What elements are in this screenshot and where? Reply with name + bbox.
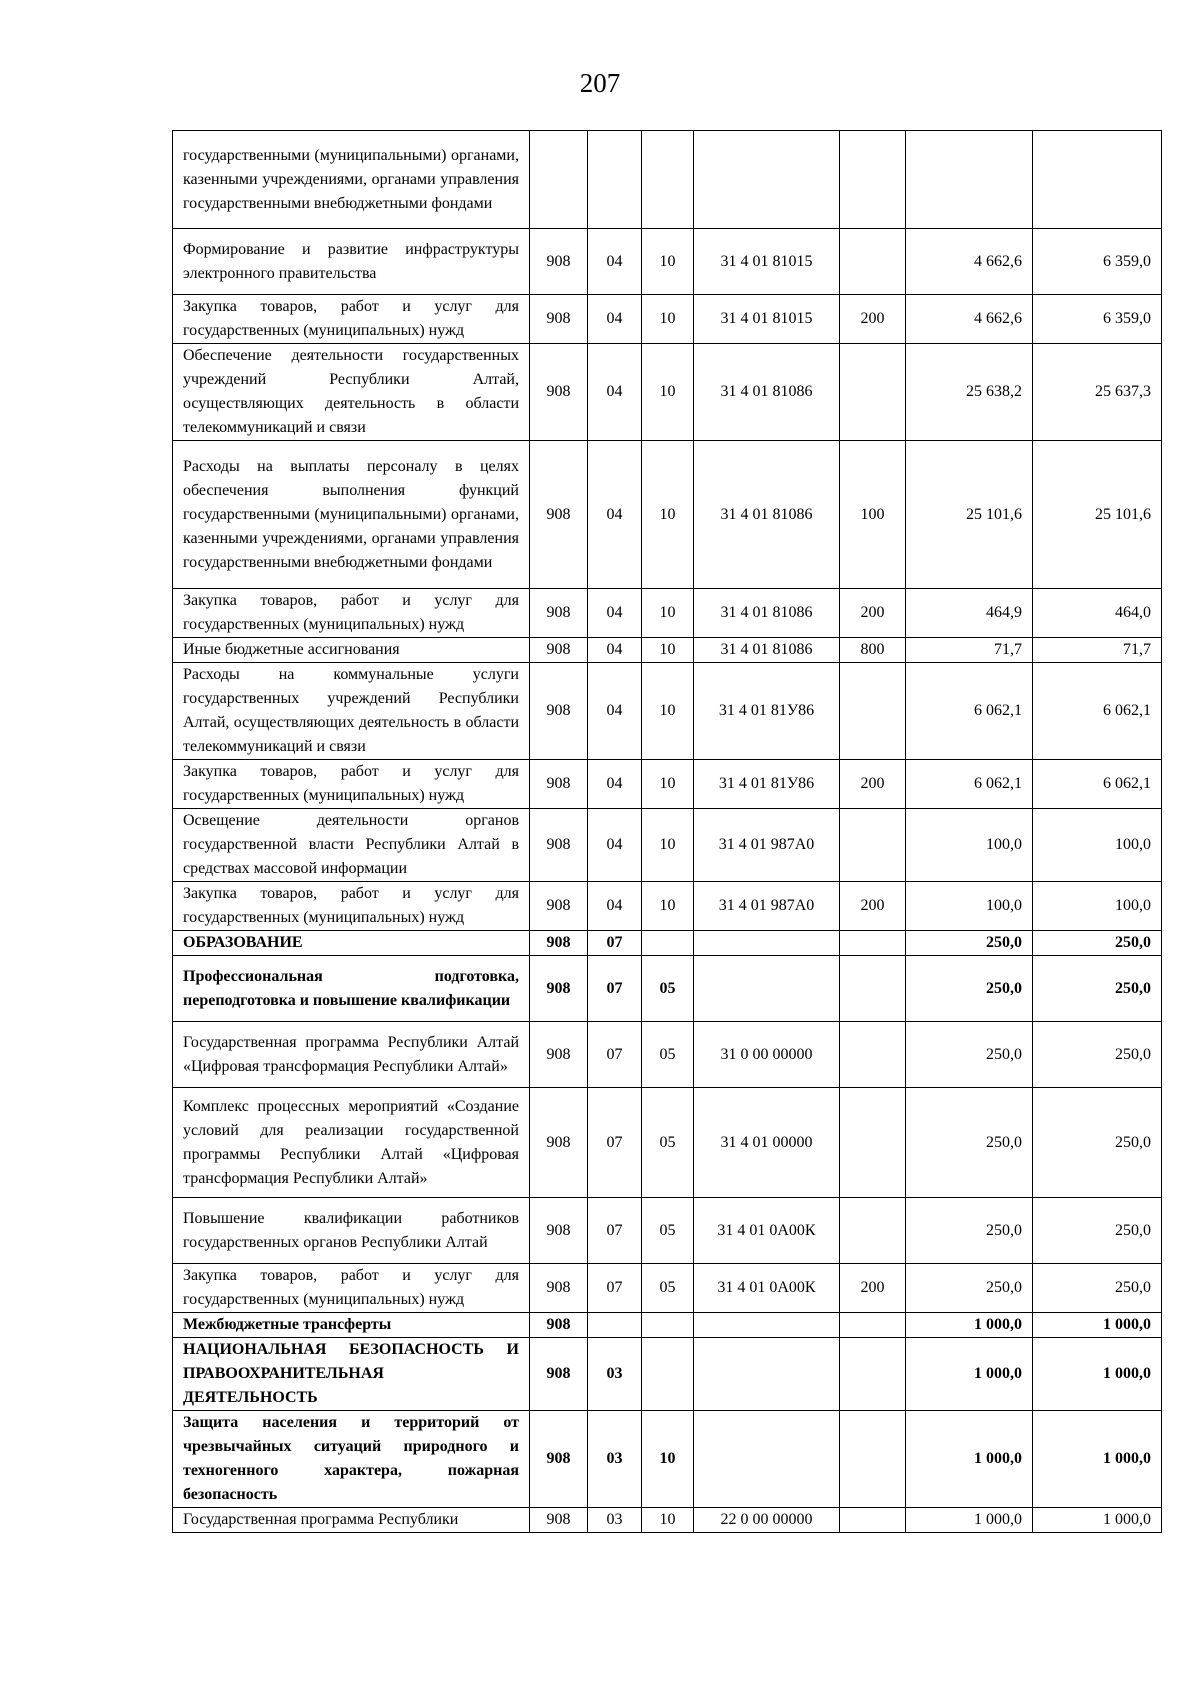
grbs-code-cell: [530, 131, 588, 229]
grbs-code-cell: 908: [530, 1022, 588, 1088]
target-article-cell: 31 4 01 81015: [694, 229, 840, 295]
grbs-code-cell: 908: [530, 1508, 588, 1533]
table-row: [173, 931, 1162, 956]
table-row: [173, 441, 1162, 589]
amount-year1-cell: 25 101,6: [906, 441, 1033, 589]
amount-year2-cell: 25 637,3: [1033, 344, 1162, 441]
amount-year2-cell: 100,0: [1033, 882, 1162, 931]
expense-type-cell: [840, 1508, 906, 1533]
amount-year1-cell: 250,0: [906, 956, 1033, 1022]
section-code-cell: 07: [588, 1198, 642, 1264]
target-article-cell: [694, 931, 840, 956]
table-row: [173, 344, 1162, 441]
grbs-code-cell: 908: [530, 882, 588, 931]
amount-year1-cell: 6 062,1: [906, 663, 1033, 760]
grbs-code-cell: 908: [530, 229, 588, 295]
subsection-code-cell: 05: [642, 1264, 694, 1313]
page-number: 207: [579, 68, 621, 98]
target-article-cell: 31 4 01 81015: [694, 295, 840, 344]
grbs-code-cell: 908: [530, 1411, 588, 1508]
row-name-cell: ОБРАЗОВАНИЕ: [173, 931, 530, 956]
expense-type-cell: 200: [840, 760, 906, 809]
subsection-code-cell: 10: [642, 1508, 694, 1533]
row-name-cell: Межбюджетные трансферты: [173, 1313, 530, 1338]
amount-year1-cell: 1 000,0: [906, 1411, 1033, 1508]
table-row: [173, 1088, 1162, 1198]
table-row: [173, 589, 1162, 638]
subsection-code-cell: [642, 1313, 694, 1338]
amount-year2-cell: 250,0: [1033, 1088, 1162, 1198]
section-code-cell: 04: [588, 638, 642, 663]
section-code-cell: 04: [588, 441, 642, 589]
row-name-cell: Закупка товаров, работ и услуг для государственных (муниципальных) нужд: [173, 882, 530, 931]
amount-year1-cell: [906, 131, 1033, 229]
expense-type-cell: 200: [840, 1264, 906, 1313]
amount-year2-cell: 1 000,0: [1033, 1508, 1162, 1533]
row-name-cell: Профессиональная подготовка, переподготовка и повышение квалификации: [173, 956, 530, 1022]
section-code-cell: 07: [588, 931, 642, 956]
expense-type-cell: [840, 1338, 906, 1411]
expense-type-cell: [840, 1022, 906, 1088]
section-code-cell: 07: [588, 1264, 642, 1313]
grbs-code-cell: 908: [530, 1088, 588, 1198]
section-code-cell: 03: [588, 1508, 642, 1533]
target-article-cell: 31 4 01 987А0: [694, 809, 840, 882]
expense-type-cell: [840, 1313, 906, 1338]
target-article-cell: 31 4 01 81У86: [694, 760, 840, 809]
subsection-code-cell: 10: [642, 589, 694, 638]
grbs-code-cell: 908: [530, 1338, 588, 1411]
table-row: [173, 295, 1162, 344]
table-row: [173, 131, 1162, 229]
section-code-cell: 04: [588, 295, 642, 344]
amount-year2-cell: 250,0: [1033, 931, 1162, 956]
section-code-cell: 04: [588, 344, 642, 441]
row-name-cell: Комплекс процессных мероприятий «Создание условий для реализации государственной программы Республики Алтай «Цифровая трансформация Республики Алтай»: [173, 1088, 530, 1198]
section-code-cell: 03: [588, 1338, 642, 1411]
table-body: [173, 131, 1162, 1533]
expense-type-cell: [840, 956, 906, 1022]
amount-year1-cell: 250,0: [906, 1264, 1033, 1313]
expense-type-cell: [840, 131, 906, 229]
subsection-code-cell: 05: [642, 956, 694, 1022]
expense-type-cell: 200: [840, 882, 906, 931]
subsection-code-cell: 05: [642, 1088, 694, 1198]
subsection-code-cell: 05: [642, 1022, 694, 1088]
amount-year1-cell: 100,0: [906, 809, 1033, 882]
amount-year1-cell: 100,0: [906, 882, 1033, 931]
subsection-code-cell: 10: [642, 809, 694, 882]
amount-year2-cell: 1 000,0: [1033, 1313, 1162, 1338]
expense-type-cell: [840, 809, 906, 882]
expense-type-cell: [840, 663, 906, 760]
amount-year1-cell: 250,0: [906, 1198, 1033, 1264]
grbs-code-cell: 908: [530, 441, 588, 589]
table-row: [173, 229, 1162, 295]
amount-year1-cell: 1 000,0: [906, 1508, 1033, 1533]
target-article-cell: 31 4 01 00000: [694, 1088, 840, 1198]
subsection-code-cell: 10: [642, 638, 694, 663]
amount-year2-cell: 100,0: [1033, 809, 1162, 882]
table-row: [173, 663, 1162, 760]
subsection-code-cell: 10: [642, 344, 694, 441]
grbs-code-cell: 908: [530, 295, 588, 344]
amount-year1-cell: 71,7: [906, 638, 1033, 663]
subsection-code-cell: 10: [642, 663, 694, 760]
table-row: [173, 1264, 1162, 1313]
expense-type-cell: 800: [840, 638, 906, 663]
table-row: [173, 1313, 1162, 1338]
section-code-cell: 04: [588, 760, 642, 809]
section-code-cell: [588, 1313, 642, 1338]
row-name-cell: Расходы на коммунальные услуги государственных учреждений Республики Алтай, осуществляющих деятельность в области телекоммуникаций и связи: [173, 663, 530, 760]
subsection-code-cell: [642, 131, 694, 229]
row-name-cell: Государственная программа Республики: [173, 1508, 530, 1533]
amount-year1-cell: 6 062,1: [906, 760, 1033, 809]
amount-year2-cell: 6 062,1: [1033, 760, 1162, 809]
subsection-code-cell: 10: [642, 1411, 694, 1508]
row-name-cell: Закупка товаров, работ и услуг для государственных (муниципальных) нужд: [173, 1264, 530, 1313]
amount-year2-cell: 6 359,0: [1033, 295, 1162, 344]
subsection-code-cell: [642, 1338, 694, 1411]
grbs-code-cell: 908: [530, 1264, 588, 1313]
expense-type-cell: [840, 1198, 906, 1264]
amount-year2-cell: 6 359,0: [1033, 229, 1162, 295]
target-article-cell: 31 4 01 81086: [694, 638, 840, 663]
amount-year2-cell: 6 062,1: [1033, 663, 1162, 760]
grbs-code-cell: 908: [530, 760, 588, 809]
target-article-cell: 22 0 00 00000: [694, 1508, 840, 1533]
expense-type-cell: [840, 931, 906, 956]
expense-type-cell: 200: [840, 295, 906, 344]
target-article-cell: 31 4 01 81086: [694, 344, 840, 441]
table-row: [173, 956, 1162, 1022]
amount-year1-cell: 25 638,2: [906, 344, 1033, 441]
table-row: [173, 638, 1162, 663]
grbs-code-cell: 908: [530, 956, 588, 1022]
table-row: [173, 760, 1162, 809]
subsection-code-cell: [642, 931, 694, 956]
row-name-cell: Иные бюджетные ассигнования: [173, 638, 530, 663]
amount-year2-cell: 250,0: [1033, 1022, 1162, 1088]
subsection-code-cell: 10: [642, 229, 694, 295]
target-article-cell: 31 4 01 81У86: [694, 663, 840, 760]
amount-year2-cell: [1033, 131, 1162, 229]
amount-year1-cell: 250,0: [906, 1022, 1033, 1088]
expense-type-cell: [840, 1411, 906, 1508]
row-name-cell: Закупка товаров, работ и услуг для государственных (муниципальных) нужд: [173, 589, 530, 638]
expense-type-cell: [840, 229, 906, 295]
amount-year1-cell: 1 000,0: [906, 1338, 1033, 1411]
target-article-cell: [694, 1338, 840, 1411]
section-code-cell: 04: [588, 663, 642, 760]
grbs-code-cell: 908: [530, 638, 588, 663]
grbs-code-cell: 908: [530, 1313, 588, 1338]
row-name-cell: Обеспечение деятельности государственных учреждений Республики Алтай, осуществляющих деятельность в области телекоммуникаций и связи: [173, 344, 530, 441]
table-row: [173, 1338, 1162, 1411]
expense-type-cell: 200: [840, 589, 906, 638]
amount-year1-cell: 4 662,6: [906, 229, 1033, 295]
amount-year2-cell: 1 000,0: [1033, 1411, 1162, 1508]
row-name-cell: Освещение деятельности органов государственной власти Республики Алтай в средствах массовой информации: [173, 809, 530, 882]
section-code-cell: 04: [588, 882, 642, 931]
section-code-cell: 04: [588, 589, 642, 638]
section-code-cell: 07: [588, 956, 642, 1022]
amount-year2-cell: 1 000,0: [1033, 1338, 1162, 1411]
amount-year1-cell: 250,0: [906, 931, 1033, 956]
subsection-code-cell: 10: [642, 441, 694, 589]
target-article-cell: 31 4 01 987А0: [694, 882, 840, 931]
grbs-code-cell: 908: [530, 663, 588, 760]
section-code-cell: 04: [588, 809, 642, 882]
amount-year1-cell: 250,0: [906, 1088, 1033, 1198]
target-article-cell: 31 4 01 81086: [694, 589, 840, 638]
row-name-cell: Повышение квалификации работников государственных органов Республики Алтай: [173, 1198, 530, 1264]
target-article-cell: 31 4 01 81086: [694, 441, 840, 589]
amount-year2-cell: 25 101,6: [1033, 441, 1162, 589]
table-row: [173, 882, 1162, 931]
section-code-cell: 07: [588, 1088, 642, 1198]
amount-year1-cell: 4 662,6: [906, 295, 1033, 344]
target-article-cell: [694, 1411, 840, 1508]
row-name-cell: НАЦИОНАЛЬНАЯ БЕЗОПАСНОСТЬ И ПРАВООХРАНИТЕЛЬНАЯ ДЕЯТЕЛЬНОСТЬ: [173, 1338, 530, 1411]
amount-year2-cell: 250,0: [1033, 956, 1162, 1022]
section-code-cell: [588, 131, 642, 229]
row-name-cell: Защита населения и территорий от чрезвычайных ситуаций природного и техногенного характера, пожарная безопасность: [173, 1411, 530, 1508]
row-name-cell: государственными (муниципальными) органами, казенными учреждениями, органами управления государственными внебюджетными фондами: [173, 131, 530, 229]
expense-type-cell: [840, 1088, 906, 1198]
amount-year1-cell: 1 000,0: [906, 1313, 1033, 1338]
row-name-cell: Государственная программа Республики Алтай «Цифровая трансформация Республики Алтай»: [173, 1022, 530, 1088]
amount-year1-cell: 464,9: [906, 589, 1033, 638]
table-row: [173, 1022, 1162, 1088]
table-row: [173, 1411, 1162, 1508]
row-name-cell: Закупка товаров, работ и услуг для государственных (муниципальных) нужд: [173, 295, 530, 344]
target-article-cell: 31 4 01 0А00К: [694, 1264, 840, 1313]
subsection-code-cell: 05: [642, 1198, 694, 1264]
row-name-cell: Формирование и развитие инфраструктуры электронного правительства: [173, 229, 530, 295]
table-row: [173, 1508, 1162, 1533]
subsection-code-cell: 10: [642, 882, 694, 931]
target-article-cell: [694, 956, 840, 1022]
grbs-code-cell: 908: [530, 931, 588, 956]
section-code-cell: 03: [588, 1411, 642, 1508]
grbs-code-cell: 908: [530, 809, 588, 882]
expense-type-cell: [840, 344, 906, 441]
expense-type-cell: 100: [840, 441, 906, 589]
amount-year2-cell: 250,0: [1033, 1264, 1162, 1313]
amount-year2-cell: 71,7: [1033, 638, 1162, 663]
subsection-code-cell: 10: [642, 295, 694, 344]
table-row: [173, 1198, 1162, 1264]
target-article-cell: [694, 1313, 840, 1338]
subsection-code-cell: 10: [642, 760, 694, 809]
grbs-code-cell: 908: [530, 344, 588, 441]
target-article-cell: 31 0 00 00000: [694, 1022, 840, 1088]
budget-table: [172, 130, 1162, 1533]
table-row: [173, 809, 1162, 882]
grbs-code-cell: 908: [530, 1198, 588, 1264]
section-code-cell: 04: [588, 229, 642, 295]
grbs-code-cell: 908: [530, 589, 588, 638]
amount-year2-cell: 464,0: [1033, 589, 1162, 638]
row-name-cell: Расходы на выплаты персоналу в целях обеспечения выполнения функций государственными (муниципальными) органами, казенными учреждениями, органами управления государственными внебюджетными фондами: [173, 441, 530, 589]
target-article-cell: 31 4 01 0А00К: [694, 1198, 840, 1264]
row-name-cell: Закупка товаров, работ и услуг для государственных (муниципальных) нужд: [173, 760, 530, 809]
section-code-cell: 07: [588, 1022, 642, 1088]
amount-year2-cell: 250,0: [1033, 1198, 1162, 1264]
target-article-cell: [694, 131, 840, 229]
